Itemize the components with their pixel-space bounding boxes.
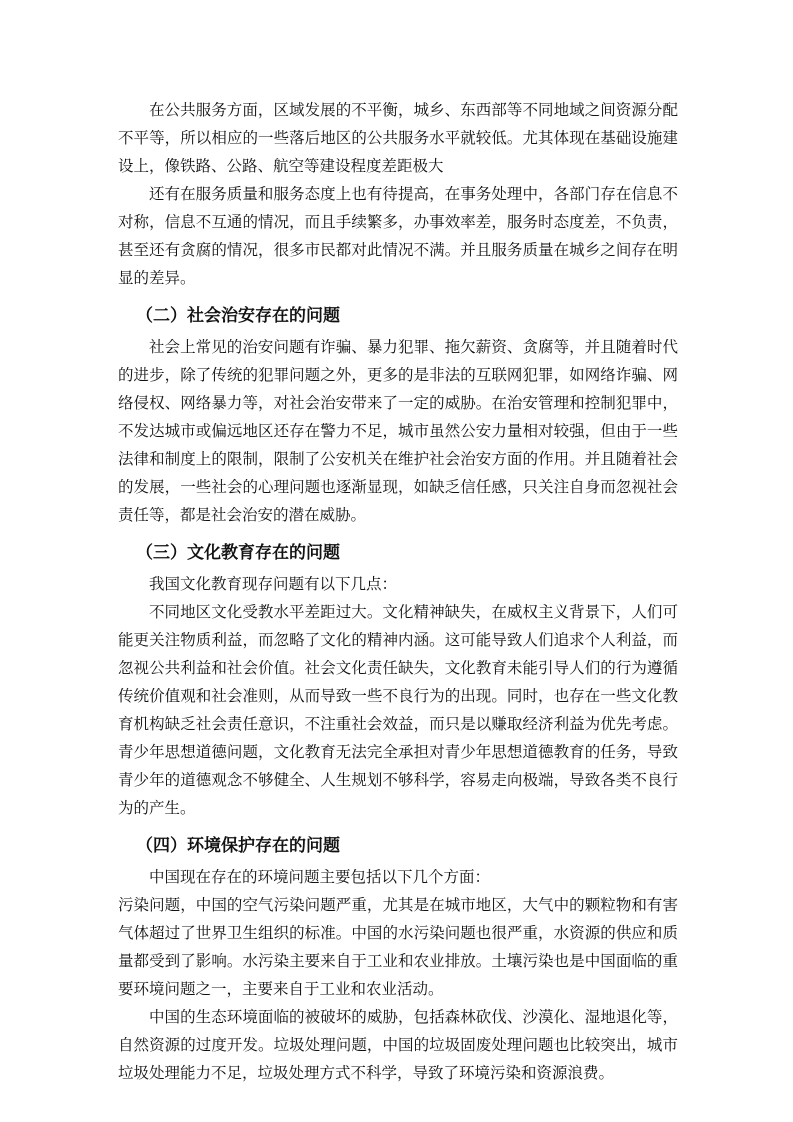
section-public-security — [118, 302, 678, 529]
paragraph: 不同地区文化受教水平差距过大。文化精神缺失，在威权主义背景下，人们可能更关注物质利益，而忽略了文化的精神内涵。这可能导致人们追求个人利益，而忽视公共利益和社会价值。社会文化责任缺失，文化教育未能引导人们的行为遵循传统价值观和社会准则，从而导致一些不良行为的出现。同时，也存在一些文化教育机构缺乏社会责任意识，不注重社会效益，而只是以赚取经济利益为优先考虑。青少年思想道德问题，文化教育无法完全承担对青少年思想道德教育的任务，导致青少年的道德观念不够健全、人生规划不够科学，容易走向极端，导致各类不良行为的产生。 — [118, 603, 678, 817]
paragraph: 在公共服务方面，区域发展的不平衡，城乡、东西部等不同地域之间资源分配不平等，所以相应的一些落后地区的公共服务水平就较低。尤其体现在基础设施建设上，像铁路、公路、航空等建设程度差距极大 — [118, 101, 678, 175]
paragraph: 中国的生态环境面临的被破坏的威胁，包括森林砍伐、沙漠化、湿地退化等，自然资源的过度开发。垃圾处理问题，中国的垃圾固废处理问题也比较突出，城市垃圾处理能力不足，垃圾处理方式不科学，导致了环境污染和资源浪费。 — [118, 1008, 678, 1082]
document-page — [118, 96, 678, 1087]
paragraph: 污染问题，中国的空气污染问题严重，尤其是在城市地区，大气中的颗粒物和有害气体超过了世界卫生组织的标准。中国的水污染问题也很严重，水资源的供应和质量都受到了影响。水污染主要来自于工业和农业排放。土壤污染也是中国面临的重要环境问题之一，主要来自于工业和农业活动。 — [118, 896, 678, 998]
section-heading: （二）社会治安存在的问题 — [136, 306, 340, 326]
intro-section — [118, 96, 678, 292]
paragraph: 我国文化教育现存问题有以下几点： — [149, 575, 398, 593]
section-culture-education — [118, 539, 678, 822]
section-environment — [118, 832, 678, 1087]
paragraph: 还有在服务质量和服务态度上也有待提高，在事务处理中，各部门存在信息不对称，信息不互通的情况，而且手续繁多，办事效率差，服务时态度差，不负责，甚至还有贪腐的情况，很多市民都对此情况不满。并且服务质量在城乡之间存在明显的差异。 — [118, 185, 678, 287]
section-heading: （四）环境保护存在的问题 — [136, 836, 340, 856]
section-heading: （三）文化教育存在的问题 — [136, 543, 340, 563]
paragraph: 中国现在存在的环境问题主要包括以下几个方面： — [149, 868, 491, 886]
paragraph: 社会上常见的治安问题有诈骗、暴力犯罪、拖欠薪资、贪腐等，并且随着时代的进步，除了传统的犯罪问题之外，更多的是非法的互联网犯罪，如网络诈骗、网络侵权、网络暴力等，对社会治安带来了一定的威胁。在治安管理和控制犯罪中，不发达城市或偏远地区还存在警力不足，城市虽然公安力量相对较强，但由于一些法律和制度上的限制，限制了公安机关在维护社会治安方面的作用。并且随着社会的发展，一些社会的心理问题也逐渐显现，如缺乏信任感，只关注自身而忽视社会责任等，都是社会治安的潜在威胁。 — [118, 338, 678, 524]
